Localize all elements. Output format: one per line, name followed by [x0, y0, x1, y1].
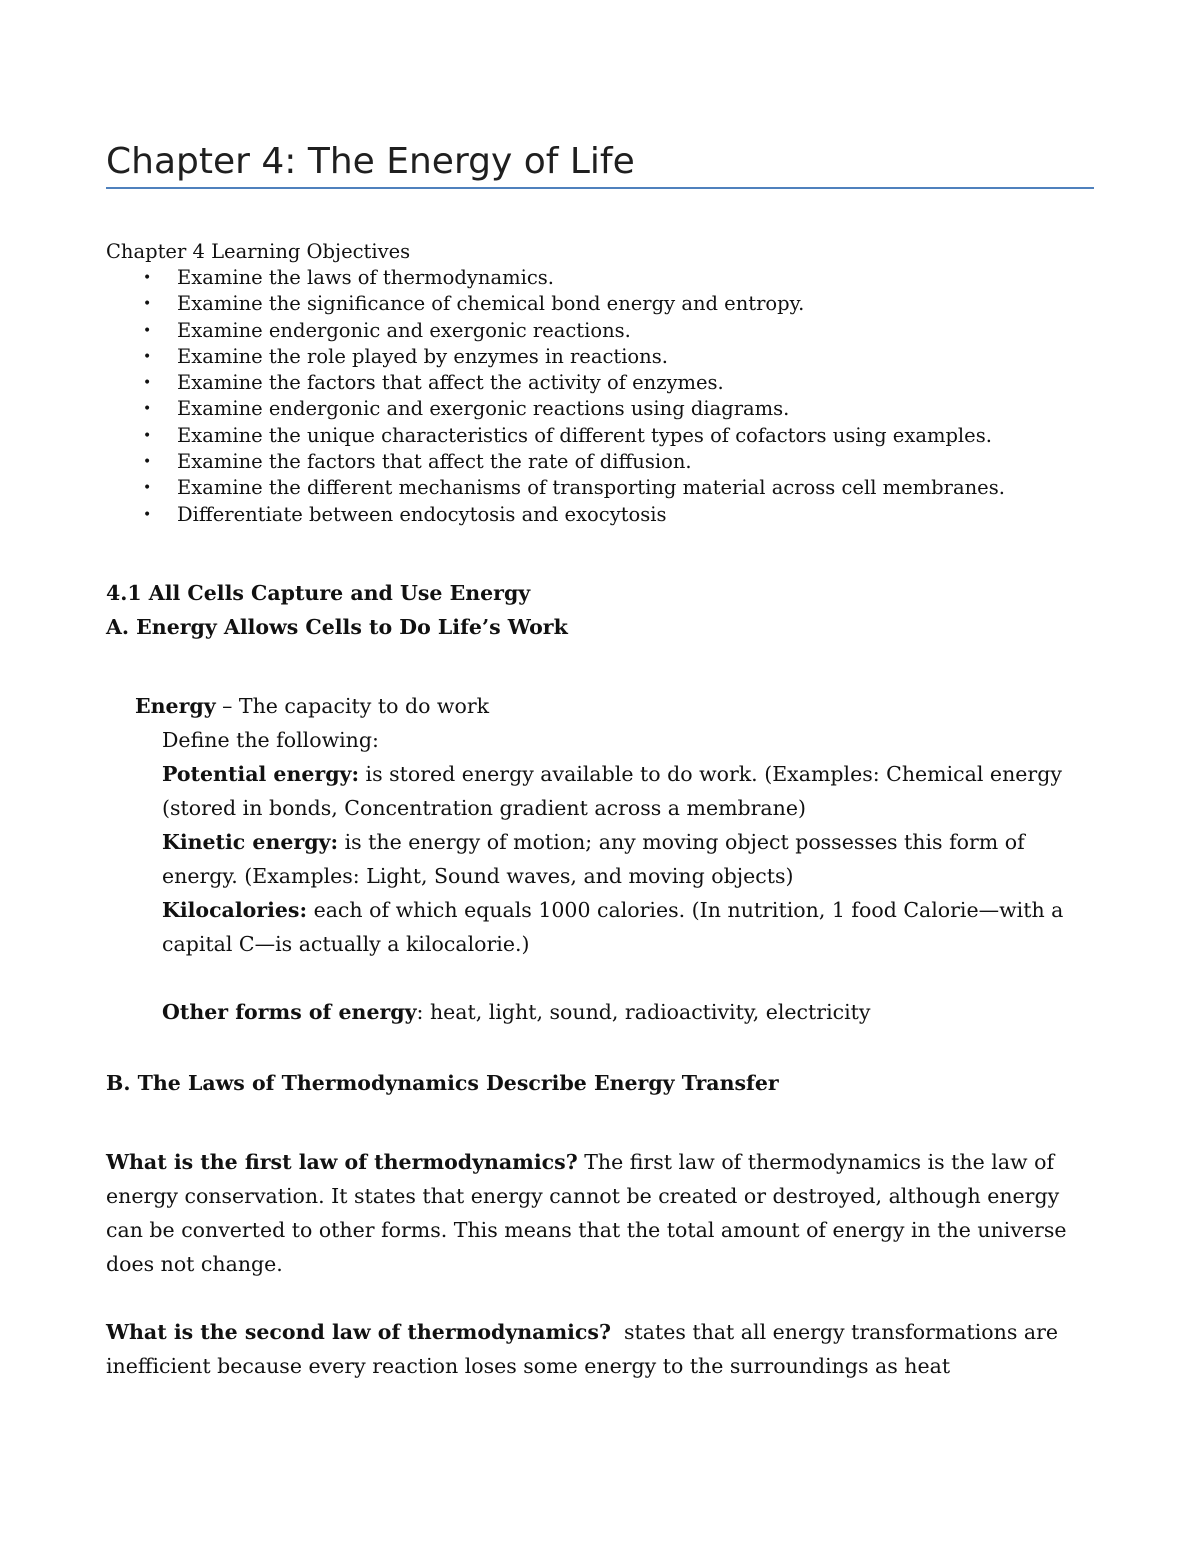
first-law-line1: What is the first law of thermodynamics? The first law of thermodynamics is the law of: [106, 1150, 1055, 1174]
objectives-list: [106, 265, 1005, 528]
objective-text: Examine endergonic and exergonic reactions.: [177, 318, 631, 342]
bullet-icon: •: [143, 296, 152, 313]
bullet-icon: •: [143, 322, 152, 339]
title-underline: [106, 187, 1094, 189]
objectives-heading: Chapter 4 Learning Objectives: [106, 240, 411, 263]
first-law-line2: energy conservation. It states that energy cannot be created or destroyed, although energy: [106, 1184, 1060, 1208]
kilocalories-term: Kilocalories:: [162, 898, 308, 922]
other-energy-term: Other forms of energy: [162, 1000, 417, 1024]
bullet-icon: •: [143, 401, 152, 418]
bullet-icon: •: [143, 454, 152, 471]
kilocalories-line1: Kilocalories: each of which equals 1000 calories. (In nutrition, 1 food Calorie—with a: [162, 898, 1064, 922]
first-law-line3: can be converted to other forms. This means that the total amount of energy in the universe: [106, 1218, 1067, 1242]
objective-item: [106, 423, 1005, 449]
bullet-icon: •: [143, 348, 152, 365]
objective-text: Examine the factors that affect the activity of enzymes.: [177, 371, 724, 395]
bullet-icon: •: [143, 506, 152, 523]
first-law-question: What is the first law of thermodynamics?: [106, 1150, 578, 1174]
learning-objectives: [106, 238, 1005, 528]
objective-text: Examine the significance of chemical bond energy and entropy.: [177, 292, 805, 316]
bullet-icon: •: [143, 427, 152, 444]
objective-item: [106, 370, 1005, 396]
potential-energy-line2: (stored in bonds, Concentration gradient across a membrane): [162, 796, 806, 820]
objective-item: [106, 318, 1005, 344]
objective-text: Differentiate between endocytosis and exocytosis: [177, 502, 667, 526]
objective-item: [106, 344, 1005, 370]
second-law-question: What is the second law of thermodynamics?: [106, 1320, 611, 1344]
other-energy-forms: Other forms of energy: heat, light, sound, radioactivity, electricity: [162, 1000, 871, 1024]
objective-item: [106, 502, 1005, 528]
energy-definition: Energy – The capacity to do work: [135, 694, 490, 718]
objective-item: [106, 475, 1005, 501]
objective-item: [106, 449, 1005, 475]
objective-text: Examine the factors that affect the rate of diffusion.: [177, 450, 692, 474]
objective-item: [106, 396, 1005, 422]
objective-text: Examine the unique characteristics of different types of cofactors using examples.: [177, 423, 992, 447]
objective-text: Examine the laws of thermodynamics.: [177, 266, 554, 289]
section-a-heading: A. Energy Allows Cells to Do Life’s Work: [106, 615, 568, 639]
second-law-line1: What is the second law of thermodynamics? states that all energy transformations are: [106, 1320, 1059, 1344]
energy-term: Energy: [135, 694, 216, 718]
section-b-heading: B. The Laws of Thermodynamics Describe Energy Transfer: [106, 1071, 779, 1095]
kinetic-energy-term: Kinetic energy:: [162, 830, 339, 854]
objective-item: [106, 265, 1005, 291]
second-law-line2: inefficient because every reaction loses some energy to the surroundings as heat: [106, 1354, 951, 1378]
bullet-icon: •: [143, 480, 152, 497]
kinetic-energy-line1: Kinetic energy: is the energy of motion; any moving object possesses this form of: [162, 830, 1025, 854]
kinetic-energy-line2: energy. (Examples: Light, Sound waves, and moving objects): [162, 864, 794, 888]
objective-text: Examine the role played by enzymes in reactions.: [177, 344, 668, 368]
objective-item: [106, 291, 1005, 317]
page-title: Chapter 4: The Energy of Life: [106, 141, 635, 182]
objective-text: Examine the different mechanisms of transporting material across cell membranes.: [177, 476, 1005, 500]
objective-text: Examine endergonic and exergonic reactions using diagrams.: [177, 397, 790, 421]
kilocalories-line2: capital C—is actually a kilocalorie.): [162, 932, 530, 956]
section-41-heading: 4.1 All Cells Capture and Use Energy: [106, 581, 531, 605]
define-prompt: Define the following:: [162, 728, 379, 752]
potential-energy-term: Potential energy:: [162, 762, 360, 786]
first-law-line4: does not change.: [106, 1252, 283, 1276]
bullet-icon: •: [143, 375, 152, 392]
bullet-icon: •: [143, 270, 152, 286]
potential-energy-line1: Potential energy: is stored energy available to do work. (Examples: Chemical energy: [162, 762, 1062, 786]
